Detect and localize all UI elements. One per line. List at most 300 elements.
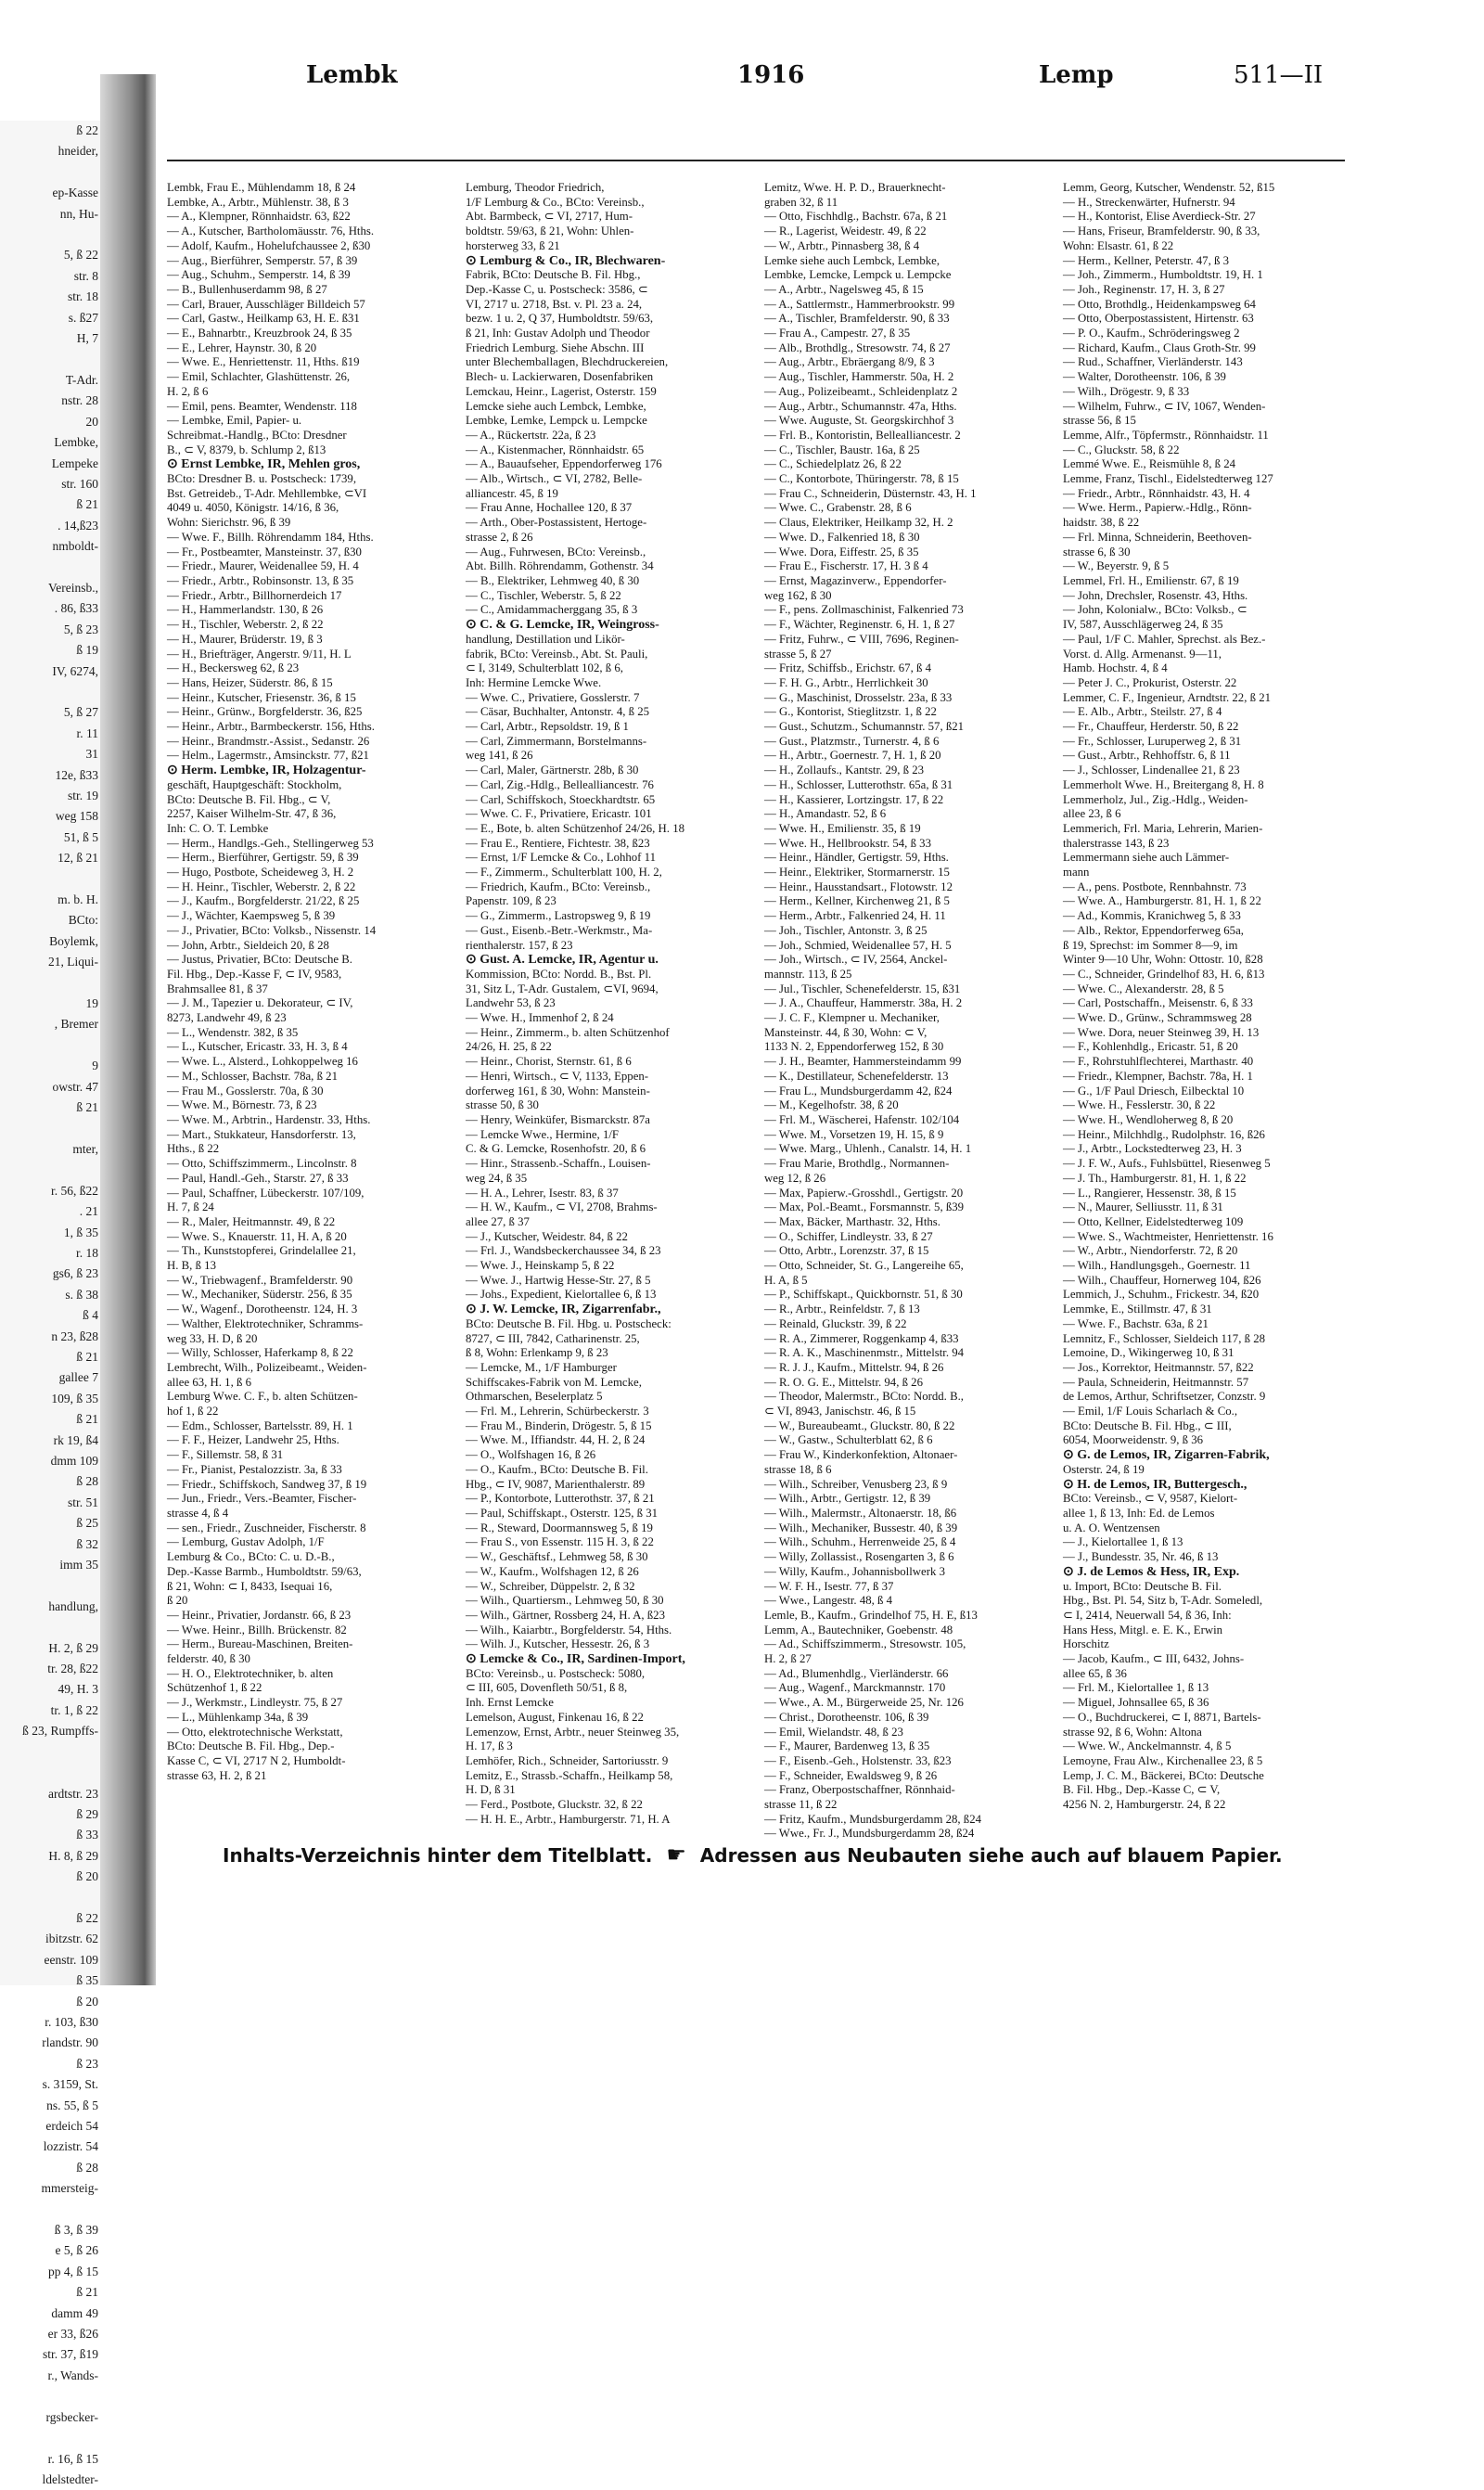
directory-entry: — Th., Kunststopferei, Grindelallee 21, [167, 1244, 356, 1258]
directory-entry: Landwehr 53, ß 23 [466, 996, 556, 1010]
directory-entry: — Frau E., Fischerstr. 17, H. 3 ß 4 [764, 559, 928, 573]
previous-page-line [0, 1888, 102, 1908]
previous-page-line: . 21 [79, 1204, 98, 1219]
directory-entry: — W., Beyerstr. 9, ß 5 [1063, 559, 1170, 573]
directory-entry: — H., Beckersweg 62, ß 23 [167, 661, 300, 675]
directory-entry: — Richard, Kaufm., Claus Groth-Str. 99 [1063, 340, 1256, 354]
directory-entry: Lemburg Wwe. C. F., b. alten Schützen- [167, 1390, 358, 1404]
directory-entry: H. A, ß 5 [764, 1273, 808, 1287]
directory-entry: BCto: Deutsche B. Fil. Hbg., ⊂ III, [1063, 1418, 1232, 1432]
directory-entry: — Wwe., A. M., Bürgerweide 25, Nr. 126 [764, 1696, 964, 1710]
directory-entry: — Gust., Platzmstr., Turnerstr. 4, ß 6 [764, 734, 940, 748]
directory-entry: — Carl, Arbtr., Repsoldstr. 19, ß 1 [466, 720, 629, 734]
directory-entry: — Hugo, Postbote, Scheideweg 3, H. 2 [167, 866, 354, 879]
directory-entry: — Fritz, Kaufm., Mundsburgerdamm 28, ß24 [764, 1812, 981, 1826]
directory-entry: — Frau M., Gosslerstr. 70a, ß 30 [167, 1084, 324, 1097]
previous-page-line: owstr. 47 [52, 1079, 98, 1094]
directory-entry: strasse 2, ß 26 [466, 530, 533, 544]
directory-entry: — A., Kistenmacher, Rönnhaidstr. 65 [466, 443, 645, 456]
directory-entry: — J. Th., Hamburgerstr. 81, H. 1, ß 22 [1063, 1171, 1247, 1185]
previous-page-line: ardtstr. 23 [48, 1786, 98, 1801]
directory-entry: — Hinr., Strassenb.-Schaffn., Louisen- [466, 1157, 651, 1171]
directory-entry: — Wilh., Gärtner, Rossberg 24, H. A, ß23 [466, 1608, 665, 1622]
previous-page-line: r., Wands- [47, 2368, 98, 2382]
directory-entry: Lemmerich, Frl. Maria, Lehrerin, Marien- [1063, 821, 1263, 835]
directory-entry: Wohn: Sierichstr. 96, ß 39 [167, 516, 291, 530]
directory-entry: — Justus, Privatier, BCto: Deutsche B. [167, 953, 352, 967]
directory-entry: — N., Maurer, Selliusstr. 11, ß 31 [1063, 1200, 1223, 1214]
directory-entry: — G., Kontorist, Stieglitzstr. 1, ß 22 [764, 705, 937, 719]
directory-entry: ß 21, Wohn: ⊂ I, 8433, Isequai 16, [167, 1579, 333, 1593]
directory-entry: — Wilh. J., Kutscher, Hessestr. 26, ß 3 [466, 1637, 650, 1651]
directory-entry: — A., Rückertstr. 22a, ß 23 [466, 428, 596, 442]
previous-page-line: s. ß27 [68, 310, 98, 325]
directory-entry: 31, Sitz L, T-Adr. Gustalem, ⊂VI, 9694, [466, 982, 659, 995]
directory-entry: — Wwe. H., Wendloherweg 8, ß 20 [1063, 1113, 1234, 1126]
directory-entry: — J., Privatier, BCto: Volksb., Nissenstr. 14 [167, 923, 377, 937]
directory-entry: BCto: Vereinsb., u. Postscheck: 5080, [466, 1666, 646, 1680]
directory-entry: — J. C. F., Klempner u. Mechaniker, [764, 1011, 940, 1025]
directory-entry: Lemp, J. C. M., Bäckerei, BCto: Deutsche [1063, 1768, 1264, 1782]
directory-entry: — Frau Marie, Brothdlg., Normannen- [764, 1157, 950, 1171]
directory-entry: — Wwe. S., Knauerstr. 11, H. A, ß 20 [167, 1229, 347, 1243]
directory-entry: — O., Schiffer, Lindleystr. 33, ß 27 [764, 1229, 933, 1243]
directory-entry: — Otto, Schiffszimmerm., Lincolnstr. 8 [167, 1157, 357, 1171]
previous-page-fragment [0, 121, 102, 2486]
directory-entry: — Aug., Bierführer, Semperstr. 57, ß 39 [167, 253, 358, 267]
directory-entry: Lemme, Alfr., Töpfermstr., Rönnhaidstr. 11 [1063, 428, 1269, 442]
directory-entry: ß 20 [167, 1594, 188, 1608]
directory-entry: Friedrich Lemburg. Siehe Abschn. III [466, 340, 645, 354]
directory-entry: — Lemcke Wwe., Hermine, 1/F [466, 1127, 620, 1141]
previous-page-line: erdeich 54 [45, 2119, 98, 2133]
directory-entry: — Wwe. J., Hartwig Hesse-Str. 27, ß 5 [466, 1273, 651, 1287]
footer-new-buildings-note: Adressen aus Neubauten siehe auch auf blauem Papier. [699, 1844, 1283, 1867]
directory-entry: ß 8, Wohn: Erlenkamp 9, ß 23 [466, 1346, 608, 1360]
directory-entry: — Wwe. W., Anckelmannstr. 4, ß 5 [1063, 1739, 1232, 1753]
directory-entry: — J., Schlosser, Lindenallee 21, ß 23 [1063, 764, 1240, 777]
directory-entry: — Frau E., Rentiere, Fichtestr. 38, ß23 [466, 836, 650, 850]
previous-page-line: str. 51 [67, 1495, 98, 1509]
directory-entry: weg 162, ß 30 [764, 588, 832, 602]
directory-entry: — H. W., Kaufm., ⊂ VI, 2708, Brahms- [466, 1200, 658, 1214]
directory-entry: — Wwe. M., Iffiandstr. 44, H. 2, ß 24 [466, 1433, 646, 1447]
previous-page-line: s. 3159, St. [42, 2077, 98, 2092]
directory-entry: — C., Tischler, Weberstr. 5, ß 22 [466, 588, 621, 602]
directory-entry: — Wilh., Schreiber, Venusberg 23, ß 9 [764, 1477, 948, 1491]
directory-entry: — L., Mühlenkamp 34a, ß 39 [167, 1710, 309, 1724]
directory-entry: — Hans, Heizer, Süderstr. 86, ß 15 [167, 675, 333, 689]
previous-page-line [0, 162, 102, 183]
previous-page-line: ß 3, ß 39 [54, 2223, 98, 2238]
previous-page-line: 51, ß 5 [63, 829, 98, 844]
directory-entry: Lemmich, J., Schuhm., Frickestr. 34, ß20 [1063, 1288, 1260, 1302]
directory-entry: IV, 587, Ausschlägerweg 24, ß 35 [1063, 618, 1223, 632]
directory-entry: — A., Arbtr., Nagelsweg 45, ß 15 [764, 282, 924, 296]
directory-entry: — Heinr., Arbtr., Barmbeckerstr. 156, Hths. [167, 720, 375, 734]
previous-page-line: 31 [85, 747, 98, 762]
directory-entry: VI, 2717 u. 2718, Bst. v. Pl. 23 a. 24, [466, 297, 643, 311]
directory-entry: Bst. Getreideb., T-Adr. Mehllembke, ⊂VI [167, 486, 367, 500]
directory-entry: — Frau C., Schneiderin, Düsternstr. 43, H. 1 [764, 486, 977, 500]
previous-page-line: H. 2, ß 29 [48, 1640, 98, 1655]
previous-page-line: 19 [85, 996, 98, 1011]
directory-entry: — Ernst, 1/F Lemcke & Co., Lohhof 11 [466, 851, 656, 865]
directory-entry: — Paula, Schneiderin, Heitmannstr. 57 [1063, 1375, 1249, 1389]
directory-entry: — Wwe. M., Vorsetzen 19, H. 15, ß 9 [764, 1127, 944, 1141]
previous-page-line: ß 21 [76, 1412, 98, 1427]
directory-entry: — Johs., Expedient, Kielortallee 6, ß 13 [466, 1288, 657, 1302]
directory-entry: — Herm., Kellner, Kirchenweg 21, ß 5 [764, 894, 950, 908]
directory-entry: — Wwe. S., Wachtmeister, Henriettenstr. 16 [1063, 1229, 1273, 1243]
directory-entry: — C., Schneider, Grindelhof 83, H. 6, ß13 [1063, 967, 1265, 981]
directory-entry: — R., Lagerist, Weidestr. 49, ß 22 [764, 225, 927, 238]
directory-entry: — Wwe. L., Alsterd., Lohkoppelweg 16 [167, 1055, 358, 1069]
directory-entry: — Emil, Wielandstr. 48, ß 23 [764, 1725, 903, 1739]
directory-entry: Dep.-Kasse Barmb., Humboldtstr. 59/63, [167, 1564, 362, 1578]
directory-entry: — P., Kontorbote, Lutterothstr. 37, ß 21 [466, 1492, 655, 1506]
directory-entry: — Ferd., Postbote, Gluckstr. 32, ß 22 [466, 1798, 643, 1812]
directory-entry: — Wilh., Kaiarbtr., Borgfelderstr. 54, Hths. [466, 1623, 672, 1636]
directory-entry: — Frau M., Binderin, Drögestr. 5, ß 15 [466, 1418, 652, 1432]
directory-entry: 4049 u. 4050, Königstr. 14/16, ß 36, [167, 501, 339, 515]
directory-entry: BCto: Dresdner B. u. Postscheck: 1739, [167, 472, 357, 486]
previous-page-line: rgsbecker- [45, 2409, 98, 2424]
directory-entry: — J., Werkmstr., Lindleystr. 75, ß 27 [167, 1696, 343, 1710]
directory-entry: BCto: Deutsche B. Fil. Hbg., Dep.- [167, 1739, 335, 1753]
directory-entry: — L., Wendenstr. 382, ß 35 [167, 1025, 299, 1039]
directory-entry: ß 21, Inh: Gustav Adolph und Theodor [466, 327, 650, 340]
directory-entry: unter Blechemballagen, Blechdruckereien, [466, 355, 669, 369]
directory-entry: Lemitz, E., Strassb.-Schaffn., Heilkamp 58, [466, 1768, 673, 1782]
directory-entry: — Wwe. H., Immenhof 2, ß 24 [466, 1011, 614, 1025]
previous-page-line: ß 20 [76, 1869, 98, 1884]
directory-entry: weg 12, ß 26 [764, 1171, 826, 1185]
directory-entry: — Friedr., Arbtr., Billhornerdeich 17 [167, 588, 342, 602]
directory-entry: — Rud., Schaffner, Vierländerstr. 143 [1063, 355, 1243, 369]
directory-entry: Lemoine, D., Wikingerweg 10, ß 31 [1063, 1346, 1235, 1360]
directory-entry: — B., Bullenhuserdamm 98, ß 27 [167, 282, 327, 296]
directory-entry: ⊂ I, 3149, Schulterblatt 102, ß 6, [466, 661, 623, 675]
header-year: 1916 [737, 61, 805, 89]
directory-column-4 [1063, 181, 1352, 1823]
directory-entry: Dep.-Kasse C, u. Postscheck: 3586, ⊂ [466, 282, 648, 296]
previous-page-line: ns. 55, ß 5 [46, 2098, 98, 2112]
directory-entry: Schreibmat.-Handlg., BCto: Dresdner [167, 428, 347, 442]
previous-page-line: 12e, ß33 [55, 767, 98, 782]
directory-entry: — Gust., Eisenb.-Betr.-Werkmstr., Ma- [466, 923, 653, 937]
directory-entry: — Claus, Elektriker, Heilkamp 32, H. 2 [764, 516, 953, 530]
directory-entry: — Wwe. A., Hamburgerstr. 81, H. 1, ß 22 [1063, 894, 1261, 908]
directory-entry: — Wwe. M., Arbtrin., Hardenstr. 33, Hths. [167, 1113, 371, 1126]
directory-entry: — Henry, Weinküfer, Bismarckstr. 87a [466, 1113, 650, 1126]
directory-entry: mann [1063, 866, 1090, 879]
directory-entry: allee 65, ß 36 [1063, 1666, 1127, 1680]
directory-entry: — H., Zollaufs., Kantstr. 29, ß 23 [764, 764, 925, 777]
previous-page-line: mmersteig- [41, 2181, 98, 2196]
directory-entry: Lemnitz, F., Schlosser, Sieldeich 117, ß 28 [1063, 1331, 1265, 1345]
directory-entry: — Herm., Bureau-Maschinen, Breiten- [167, 1637, 353, 1651]
directory-entry: — Wilhelm, Fuhrw., ⊂ IV, 1067, Wenden- [1063, 399, 1266, 413]
directory-entry: — A., Bauaufseher, Eppendorferweg 176 [466, 457, 662, 471]
directory-entry: Lembke, A., Arbtr., Mühlenstr. 38, ß 3 [167, 195, 349, 209]
previous-page-line: r. 103, ß30 [45, 2014, 98, 2029]
directory-entry: — W., Kaufm., Wolfshagen 12, ß 26 [466, 1564, 639, 1578]
directory-entry: H. 2, ß 6 [167, 384, 209, 398]
previous-page-line [0, 1160, 102, 1180]
previous-page-line: nmboldt- [52, 539, 98, 554]
directory-entry: — Wwe. Marg., Uhlenh., Canalstr. 14, H. 1 [764, 1142, 972, 1156]
directory-entry: de Lemos, Arthur, Schriftsetzer, Conzstr. 9 [1063, 1390, 1266, 1404]
directory-entry: — J. A., Chauffeur, Hammerstr. 38a, H. 2 [764, 996, 963, 1010]
directory-entry: — Carl, Postschaffn., Meisenstr. 6, ß 33 [1063, 996, 1253, 1010]
directory-entry: — J., Kutscher, Weidestr. 84, ß 22 [466, 1229, 628, 1243]
previous-page-line: ß 23 [76, 2056, 98, 2071]
directory-entry: BCto: Deutsche B. Fil. Hbg. u. Postscheck: [466, 1316, 672, 1330]
directory-entry: ⊙ Lemcke & Co., IR, Sardinen-Import, [466, 1652, 685, 1667]
directory-entry: — H., Maurer, Brüderstr. 19, ß 3 [167, 632, 323, 646]
directory-entry: — H., Amandastr. 52, ß 6 [764, 807, 887, 821]
directory-entry: ⊙ J. W. Lemcke, IR, Zigarrenfabr., [466, 1303, 661, 1317]
previous-page-line: ß 25 [76, 1516, 98, 1531]
directory-entry: — J., Wächter, Kaempsweg 5, ß 39 [167, 909, 336, 923]
directory-entry: — Friedr., Klempner, Bachstr. 78a, H. 1 [1063, 1069, 1253, 1083]
directory-entry: — F., Zimmerm., Schulterblatt 100, H. 2, [466, 866, 662, 879]
directory-entry: — C., Gluckstr. 58, ß 22 [1063, 443, 1180, 456]
directory-entry: Mansteinstr. 44, ß 30, Wohn: ⊂ V, [764, 1025, 928, 1039]
directory-entry: — Wwe. J., Heinskamp 5, ß 22 [466, 1259, 615, 1273]
directory-entry: — Fr., Schlosser, Luruperweg 2, ß 31 [1063, 734, 1242, 748]
previous-page-line [0, 1617, 102, 1637]
directory-entry: — E. Alb., Arbtr., Steilstr. 27, ß 4 [1063, 705, 1222, 719]
directory-entry: — J., Kielortallee 1, ß 13 [1063, 1535, 1183, 1549]
directory-entry: — R., Arbtr., Reinfeldstr. 7, ß 13 [764, 1303, 920, 1316]
directory-entry: Lembk, Frau E., Mühlendamm 18, ß 24 [167, 181, 356, 194]
directory-entry: — Paul, Handl.-Geh., Starstr. 27, ß 33 [167, 1171, 349, 1185]
footer-index-note: Inhalts-Verzeichnis hinter dem Titelblatt. [223, 1844, 653, 1867]
previous-page-line: handlung, [48, 1598, 98, 1613]
header-last-entry: Lemp [1039, 61, 1114, 89]
directory-entry: — Mart., Stukkateur, Hansdorferstr. 13, [167, 1127, 356, 1141]
directory-entry: graben 32, ß 11 [764, 195, 838, 209]
directory-entry: Fabrik, BCto: Deutsche B. Fil. Hbg., [466, 268, 641, 282]
previous-page-line: H, 7 [76, 331, 98, 346]
directory-entry: — Edm., Schlosser, Bartelsstr. 89, H. 1 [167, 1418, 353, 1432]
directory-entry: — Wilh., Malermstr., Altonaerstr. 18, ß6 [764, 1506, 957, 1520]
directory-entry: — Otto, Oberpostassistent, Hirtenstr. 63 [1063, 312, 1254, 326]
previous-page-line: str. 160 [61, 476, 98, 491]
directory-entry: Lembke, Lemcke, Lempck u. Lempcke [764, 268, 952, 282]
directory-entry: Lemmé Wwe. E., Reismühle 8, ß 24 [1063, 457, 1235, 471]
previous-page-line [0, 1119, 102, 1139]
directory-entry: — Peter J. C., Prokurist, Osterstr. 22 [1063, 675, 1237, 689]
directory-entry: — H., Tischler, Weberstr. 2, ß 22 [167, 618, 324, 632]
header-first-entry: Lembk [306, 61, 398, 89]
directory-entry: — Aug., Tischler, Hammerstr. 50a, H. 2 [764, 370, 954, 384]
directory-entry: — Walter, Dorotheenstr. 106, ß 39 [1063, 370, 1226, 384]
directory-entry: — Arth., Ober-Postassistent, Hertoge- [466, 516, 647, 530]
directory-entry: — H., Schlosser, Lutterothstr. 65a, ß 31 [764, 777, 953, 791]
directory-entry: Wohn: Elsastr. 61, ß 22 [1063, 238, 1174, 252]
directory-entry: — R., Steward, Doormannsweg 5, ß 19 [466, 1521, 653, 1534]
directory-entry: — W., Geschäftsf., Lehmweg 58, ß 30 [466, 1550, 648, 1564]
previous-page-line: ep-Kasse [52, 186, 98, 200]
directory-entry: — Willy, Schlosser, Haferkamp 8, ß 22 [167, 1346, 353, 1360]
directory-entry: — C., Schiedelplatz 26, ß 22 [764, 457, 902, 471]
directory-entry: — Friedrich, Kaufm., BCto: Vereinsb., [466, 879, 651, 893]
directory-entry: 2257, Kaiser Wilhelm-Str. 47, ß 36, [167, 807, 337, 821]
directory-entry: ⊙ G. de Lemos, IR, Zigarren-Fabrik, [1063, 1448, 1270, 1463]
previous-page-line [0, 1575, 102, 1596]
directory-entry: — Wilh., Quartiersm., Lehmweg 50, ß 30 [466, 1594, 664, 1608]
directory-entry: — Wwe. Herm., Papierw.-Hdlg., Rönn- [1063, 501, 1252, 515]
directory-entry: handlung, Destillation und Likör- [466, 632, 625, 646]
directory-entry: — Wwe. C. F., Privatiere, Ericastr. 101 [466, 807, 652, 821]
directory-entry: 1/F Lemburg & Co., BCto: Vereinsb., [466, 195, 645, 209]
directory-entry: Lemm, Georg, Kutscher, Wendenstr. 52, ß15 [1063, 181, 1275, 194]
pointing-hand-icon: ☛ [666, 1842, 686, 1868]
directory-entry: — A., pens. Postbote, Rennbahnstr. 73 [1063, 879, 1247, 893]
directory-entry: strasse 5, ß 27 [764, 647, 832, 661]
directory-entry: — Otto, Arbtr., Lorenzstr. 37, ß 15 [764, 1244, 929, 1258]
directory-entry: — Frau A., Campestr. 27, ß 35 [764, 327, 911, 340]
directory-entry: allee 1, ß 13, Inh: Ed. de Lemos [1063, 1506, 1215, 1520]
previous-page-line: ß 4 [83, 1308, 98, 1323]
previous-page-line: str. 37, ß19 [42, 2347, 98, 2362]
directory-entry: — Lemburg, Gustav Adolph, 1/F [167, 1535, 325, 1549]
directory-entry: — O., Wolfshagen 16, ß 26 [466, 1448, 596, 1462]
directory-entry: — H., Briefträger, Angerstr. 9/11, H. L [167, 647, 352, 661]
directory-entry: — Wwe. D., Grünw., Schrammsweg 28 [1063, 1011, 1252, 1025]
header-rule [167, 160, 1345, 161]
directory-entry: C. & G. Lemcke, Rosenhofstr. 20, ß 6 [466, 1142, 646, 1156]
directory-entry: ⊂ VI, 8943, Janischstr. 46, ß 15 [764, 1405, 916, 1418]
previous-page-line: str. 8 [73, 268, 98, 283]
previous-page-line: 49, H. 3 [58, 1682, 98, 1697]
directory-entry: ⊙ Lemburg & Co., IR, Blechwaren- [466, 253, 666, 268]
directory-entry: — Aug., Polizeibeamt., Schleidenplatz 2 [764, 384, 958, 398]
directory-entry: — Heinr., Milchhdlg., Rudolphstr. 16, ß26 [1063, 1127, 1265, 1141]
previous-page-line: 1, ß 35 [63, 1225, 98, 1239]
directory-entry: — F., Sillemstr. 58, ß 31 [167, 1448, 284, 1462]
directory-entry: Lemm, A., Bautechniker, Goebenstr. 48 [764, 1623, 953, 1636]
previous-page-line: ß 21 [76, 1100, 98, 1115]
directory-entry: — Wwe. F., Billh. Röhrendamm 184, Hths. [167, 530, 374, 544]
directory-entry: — Frau S., von Essenstr. 115 H. 3, ß 22 [466, 1535, 654, 1549]
directory-entry: — C., Tischler, Baustr. 16a, ß 25 [764, 443, 920, 456]
previous-page-line: Vereinsb., [48, 580, 98, 595]
directory-entry: thalerstrasse 143, ß 23 [1063, 836, 1170, 850]
directory-entry: — sen., Friedr., Zuschneider, Fischerstr. 8 [167, 1521, 366, 1534]
directory-entry: — W., Gastw., Schulterblatt 62, ß 6 [764, 1433, 933, 1447]
directory-entry: u. A. O. Wentzensen [1063, 1521, 1160, 1534]
directory-entry: alliancestr. 45, ß 19 [466, 486, 558, 500]
directory-entry: — Otto, Fischhdlg., Bachstr. 67a, ß 21 [764, 210, 948, 224]
directory-entry: 4256 N. 2, Hamburgerstr. 24, ß 22 [1063, 1798, 1226, 1812]
directory-entry: boldtstr. 59/63, ß 21, Wohn: Uhlen- [466, 225, 634, 238]
directory-entry: ⊂ I, 2414, Neuerwall 54, ß 36, Inh: [1063, 1608, 1232, 1622]
directory-entry: — Heinr., Hausstandsart., Flotowstr. 12 [764, 879, 953, 893]
directory-entry: — W., Arbtr., Niendorferstr. 72, ß 20 [1063, 1244, 1238, 1258]
directory-entry: — Max, Bäcker, Marthastr. 32, Hths. [764, 1214, 940, 1228]
directory-entry: 8727, ⊂ III, 7842, Catharinenstr. 25, [466, 1331, 640, 1345]
directory-entry: Lemoyne, Frau Alw., Kirchenallee 23, ß 5 [1063, 1753, 1263, 1767]
directory-entry: — Heinr., Privatier, Jordanstr. 66, ß 23 [167, 1608, 352, 1622]
directory-entry: 1133 N. 2, Eppendorferweg 152, ß 30 [764, 1040, 944, 1054]
directory-entry: — Aug., Schuhm., Semperstr. 14, ß 39 [167, 268, 351, 282]
directory-entry: — Herm., Bierführer, Gertigstr. 59, ß 39 [167, 851, 359, 865]
previous-page-line: 5, ß 23 [63, 622, 98, 636]
directory-entry: — M., Schlosser, Bachstr. 78a, ß 21 [167, 1069, 338, 1083]
directory-entry: — A., Kutscher, Bartholomäusstr. 76, Hths. [167, 225, 375, 238]
directory-entry: B., ⊂ V, 8379, b. Schlump 2, ß13 [167, 443, 326, 456]
directory-entry: — Wilh., Schuhm., Herrenweide 25, ß 4 [764, 1535, 956, 1549]
previous-page-line [0, 973, 102, 994]
directory-entry: — Gust., Schutzm., Schumannstr. 57, ß21 [764, 720, 965, 734]
directory-entry: Inh: Hermine Lemcke Wwe. [466, 675, 602, 689]
directory-entry: — Wwe. Dora, neuer Steinweg 39, H. 13 [1063, 1025, 1260, 1039]
directory-entry: — H., Kassierer, Lortzingstr. 17, ß 22 [764, 792, 944, 806]
directory-entry: Osterstr. 24, ß 19 [1063, 1462, 1145, 1476]
directory-entry: — Herm., Handlgs.-Geh., Stellingerweg 53 [167, 836, 374, 850]
directory-entry: — Wwe. D., Falkenried 18, ß 30 [764, 530, 920, 544]
directory-entry: Lemmermann siehe auch Lämmer- [1063, 851, 1230, 865]
directory-entry: Hbg., Bst. Pl. 54, Sitz b, T-Adr. Someledl, [1063, 1594, 1263, 1608]
directory-entry: H. 2, ß 27 [764, 1652, 812, 1666]
directory-entry: — Wwe. C., Alexanderstr. 28, ß 5 [1063, 982, 1224, 995]
directory-entry: — Wwe., Fr. J., Mundsburgerdamm 28, ß24 [764, 1827, 975, 1841]
directory-entry: — Max, Pol.-Beamt., Forsmannstr. 5, ß39 [764, 1200, 965, 1214]
directory-entry: Schützenhof 1, ß 22 [167, 1681, 262, 1695]
previous-page-line: 9 [92, 1059, 98, 1073]
previous-page-line: ß 28 [76, 2160, 98, 2175]
directory-entry: — Theodor, Malermstr., BCto: Nordd. B., [764, 1390, 965, 1404]
directory-entry: Hbg., ⊂ IV, 9087, Marienthalerstr. 89 [466, 1477, 646, 1491]
previous-page-line: ß 19 [76, 643, 98, 658]
directory-entry: — R. O. G. E., Mittelstr. 94, ß 26 [764, 1375, 923, 1389]
directory-entry: — Otto, Brothdlg., Heidenkampsweg 64 [1063, 297, 1256, 311]
directory-entry: — Aug., Arbtr., Ebräergang 8/9, ß 3 [764, 355, 935, 369]
directory-entry: — Herm., Arbtr., Falkenried 24, H. 11 [764, 909, 946, 923]
previous-page-line: rlandstr. 90 [42, 2035, 98, 2050]
previous-page-line: Lembke, [54, 435, 98, 450]
previous-page-line: 109, ß 35 [51, 1391, 98, 1405]
directory-entry: Lemmerholt Wwe. H., Breitergang 8, H. 8 [1063, 777, 1264, 791]
directory-entry: — Wilh., Mechaniker, Bussestr. 40, ß 39 [764, 1521, 958, 1534]
previous-page-line: tr. 28, ß22 [47, 1662, 98, 1676]
directory-entry: weg 24, ß 35 [466, 1171, 528, 1185]
previous-page-line: hneider, [58, 144, 98, 159]
directory-entry: Lemmer, C. F., Ingenieur, Arndtstr. 22, ß 21 [1063, 690, 1272, 704]
directory-entry: Lemitz, Wwe. H. P. D., Brauerknecht- [764, 181, 946, 194]
previous-page-line: r. 16, ß 15 [47, 2451, 98, 2466]
directory-entry: Hths., ß 22 [167, 1142, 220, 1156]
previous-page-line: lozzistr. 54 [43, 2139, 98, 2154]
previous-page-line: 5, ß 27 [63, 705, 98, 720]
directory-entry: 6054, Moorweidenstr. 9, ß 36 [1063, 1433, 1204, 1447]
directory-entry: horsterweg 33, ß 21 [466, 238, 560, 252]
directory-entry: — Wilh., Arbtr., Gertigstr. 12, ß 39 [764, 1492, 931, 1506]
previous-page-line: damm 49 [51, 2305, 98, 2320]
directory-entry: — Wwe. H., Emilienstr. 35, ß 19 [764, 821, 921, 835]
directory-entry: — W., Mechaniker, Süderstr. 256, ß 35 [167, 1288, 352, 1302]
directory-entry: — R. J. J., Kaufm., Mittelstr. 94, ß 26 [764, 1360, 944, 1374]
previous-page-line [0, 869, 102, 890]
directory-entry: — A., Klempner, Rönnhaidstr. 63, ß22 [167, 210, 351, 224]
directory-entry: ⊙ Ernst Lembke, IR, Mehlen gros, [167, 457, 361, 472]
page-number: 511—II [1234, 61, 1324, 89]
directory-entry: Lemburg, Theodor Friedrich, [466, 181, 605, 194]
